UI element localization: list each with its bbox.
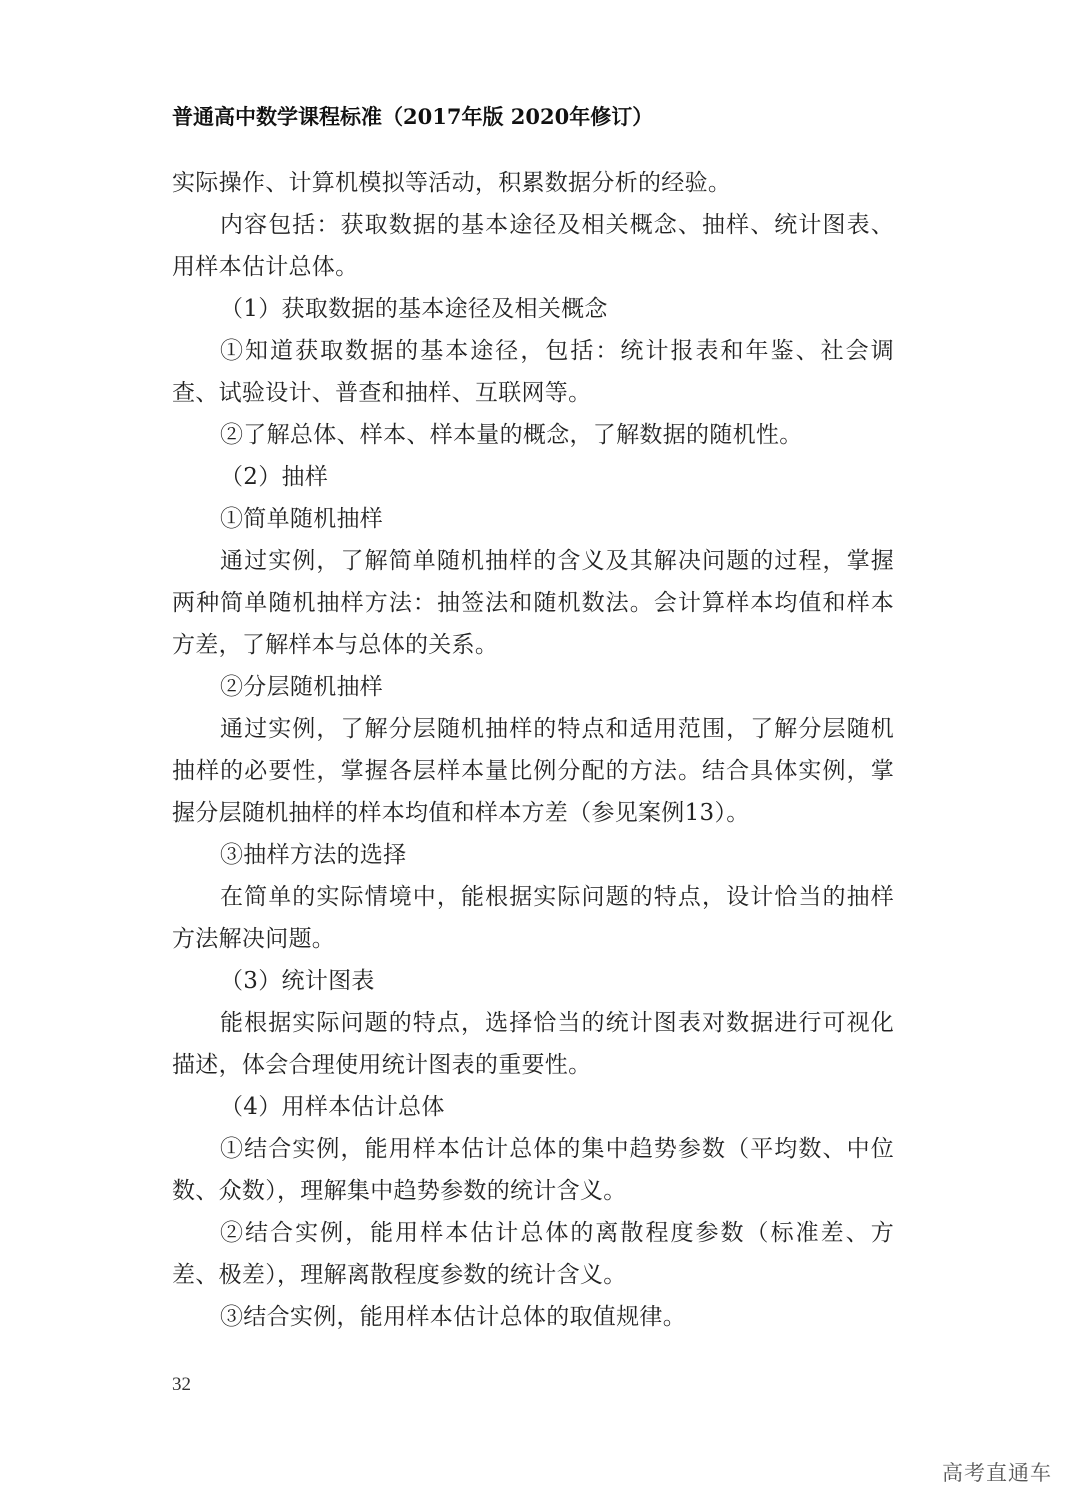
list-item-value-distribution: ③结合实例，能用样本估计总体的取值规律。 xyxy=(220,1304,686,1330)
subheading-stratified-sampling: ②分层随机抽样 xyxy=(220,674,384,700)
paragraph-statistical-charts: 能根据实际问题的特点，选择恰当的统计图表对数据进行可视化描述，体会合理使用统计图表的重要性。 xyxy=(172,1010,894,1078)
paragraph-stratified-sampling: 通过实例，了解分层随机抽样的特点和适用范围，了解分层随机抽样的必要性，掌握各层样本量比例分配的方法。结合具体实例，掌握分层随机抽样的样本均值和样本方差（参见案例13）。 xyxy=(172,716,894,826)
document-body xyxy=(172,162,894,1338)
subheading-simple-random-sampling: ①简单随机抽样 xyxy=(220,506,384,532)
list-item-dispersion: ②结合实例，能用样本估计总体的离散程度参数（标准差、方差、极差），理解离散程度参数的统计含义。 xyxy=(172,1220,894,1288)
subheading-sampling-method-choice: ③抽样方法的选择 xyxy=(220,842,407,868)
list-item-data-methods: ①知道获取数据的基本途径，包括：统计报表和年鉴、社会调查、试验设计、普查和抽样、互联网等。 xyxy=(172,338,894,406)
page-number: 32 xyxy=(172,1374,191,1395)
section-heading-estimate-population: （4）用样本估计总体 xyxy=(220,1094,445,1120)
watermark-text: 高考直通车 xyxy=(942,1461,1052,1485)
paragraph-content-overview: 内容包括：获取数据的基本途径及相关概念、抽样、统计图表、用样本估计总体。 xyxy=(172,212,894,280)
section-heading-statistical-charts: （3）统计图表 xyxy=(220,968,375,994)
running-header-title: 普通高中数学课程标准（2017年版 2020年修订） xyxy=(172,104,654,129)
paragraph-sampling-method-choice: 在简单的实际情境中，能根据实际问题的特点，设计恰当的抽样方法解决问题。 xyxy=(172,884,894,952)
section-heading-data-acquisition: （1）获取数据的基本途径及相关概念 xyxy=(220,296,608,322)
list-item-central-tendency: ①结合实例，能用样本估计总体的集中趋势参数（平均数、中位数、众数），理解集中趋势参数的统计含义。 xyxy=(172,1136,894,1204)
paragraph-simple-random-sampling: 通过实例，了解简单随机抽样的含义及其解决问题的过程，掌握两种简单随机抽样方法：抽签法和随机数法。会计算样本均值和样本方差，了解样本与总体的关系。 xyxy=(172,548,894,658)
section-heading-sampling: （2）抽样 xyxy=(220,464,329,490)
list-item-population-sample: ②了解总体、样本、样本量的概念，了解数据的随机性。 xyxy=(220,422,803,448)
paragraph-continuation: 实际操作、计算机模拟等活动，积累数据分析的经验。 xyxy=(172,170,732,196)
